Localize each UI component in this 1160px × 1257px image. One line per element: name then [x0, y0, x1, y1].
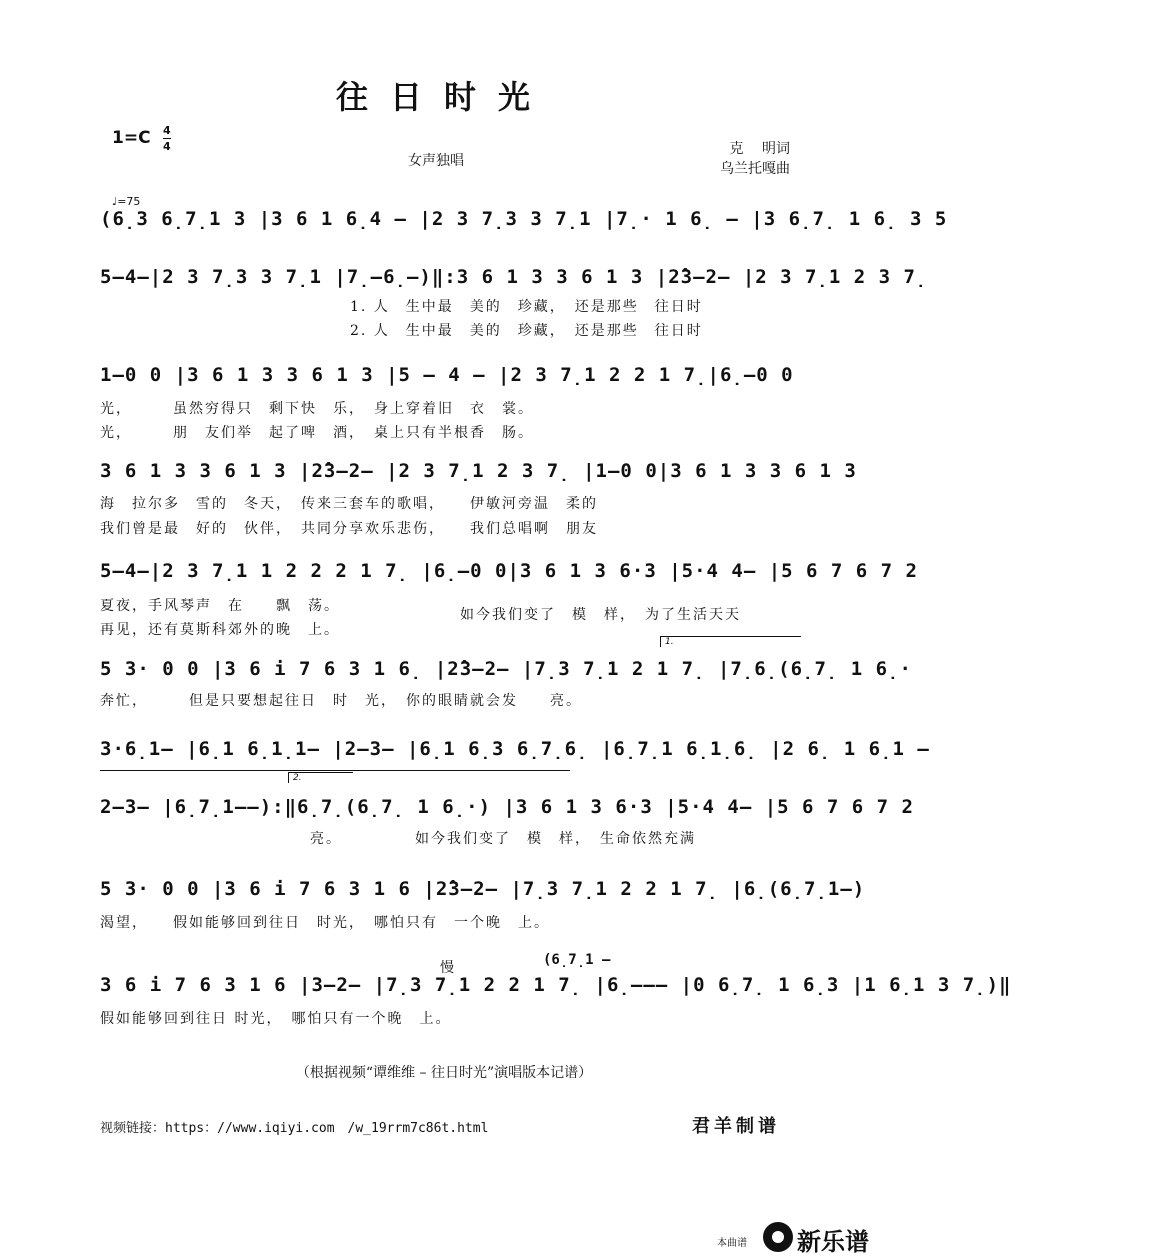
vinyl-disc-icon [763, 1222, 793, 1252]
fermata-group: (6̣7̣1 – [543, 952, 611, 968]
lyric-line-2b: 光， 朋 友们举 起了啤 酒， 桌上只有半根香 肠。 [100, 425, 534, 441]
music-line-3: 1–0 0 |3 6 1 3 3 6 1 3 |5 – 4 – |2 3 7̣1 2 2 1 7̣|6̣–0 0 [100, 364, 794, 386]
lyric-line-6: 亮。 如今我们变了 模 样， 生命依然充满 [310, 831, 696, 847]
music-line-5: 5–4–|2 3 7̣1 1 2 2 2 1 7̣ |6̣–0 0|3 6 1 3 6·3 |5·4 4– |5 6 7 6 7 2 [100, 560, 918, 582]
music-line-6: 5 3· 0 0 |3 6 i 7 6 3 1 6̣ |2̂3–2– |7̣3 7̣1 2 1 7̣ |7̣6̣(6̣7̣ 1 6̣· [100, 658, 912, 680]
slow-mark: 慢 [440, 960, 454, 976]
watermark-brand: 新乐谱 [797, 1228, 869, 1256]
lyric-line-4a: 夏夜，手风琴声 在 飘 荡。 [100, 598, 340, 614]
tempo-mark: ♩=75 [112, 195, 141, 208]
music-line-9: 5 3· 0 0 |3 6 i 7 6 3 1 6 |2̂3–2– |7̣3 7̣1 2 2 1 7̣ |6̣(6̣7̣1–) [100, 878, 866, 900]
music-line-8: 2–3– |6̣7̣1––):‖6̣7̣(6̣7̣ 1 6̣·) |3 6 1 3 6·3 |5·4 4– |5 6 7 6 7 2 [100, 796, 914, 818]
time-signature-top: 4 [163, 124, 171, 137]
time-signature [163, 124, 171, 153]
song-title: 往日时光 [335, 78, 552, 116]
music-line-10: 3 6 i 7 6 3 1 6 |3–2– |7̣3 7̣1 2 2 1 7̣ |6̣––– |0 6̣7̣ 1 6̣3 |1 6̣1 3 7̣)‖ [100, 974, 1012, 996]
lyric-line-3a: 海 拉尔多 雪的 冬天， 传来三套车的歌唱， 伊敏河旁温 柔的 [100, 496, 598, 512]
performance-type: 女声独唱 [408, 153, 464, 169]
composer-credit: 乌兰托嘎曲 [720, 161, 790, 177]
lyric-line-3b: 我们曾是最 好的 伙伴， 共同分享欢乐悲伤， 我们总唱啊 朋友 [100, 521, 598, 537]
lyric-line-5: 奔忙， 但是只要想起往日 时 光， 你的眼睛就会发 亮。 [100, 693, 582, 709]
lyric-line-1a: 1. 人 生中最 美的 珍藏， 还是那些 往日时 [350, 299, 703, 315]
time-signature-bar [163, 138, 171, 139]
music-line-2: 5–4–|2 3 7̣3 3 7̣1 |7̣–6̣–)‖:3 6 1 3 3 6 1 3 |2̂3–2– |2 3 7̣1 2 3 7̣ [100, 266, 928, 288]
music-line-4: 3 6 1 3 3 6 1 3 |2̂3–2– |2 3 7̣1 2 3 7̣ |1–0 0|3 6 1 3 3 6 1 3 [100, 460, 857, 482]
lyric-line-7: 渴望， 假如能够回到往日 时光， 哪怕只有 一个晚 上。 [100, 915, 550, 931]
music-line-7: 3·6̣1– |6̣1 6̣1̣1– |2–3– |6̣1 6̣3 6̣7̣6̣ |6̣7̣1 6̣1̣6̣ |2 6̣ 1 6̣1 – [100, 738, 930, 760]
lyricist-credit: 克 明词 [729, 141, 790, 157]
lyric-line-1b: 2. 人 生中最 美的 珍藏， 还是那些 往日时 [350, 323, 703, 339]
volta-2-bracket [288, 772, 353, 783]
lyric-line-4b: 再见，还有莫斯科郊外的晚 上。 [100, 622, 340, 638]
source-note: （根据视频“谭维维 – 往日时光”演唱版本记谱） [295, 1065, 593, 1081]
lyric-line-4-right: 如今我们变了 模 样， 为了生活天天 [460, 607, 741, 623]
volta-2-label: 2. [293, 773, 302, 783]
lyric-line-8: 假如能够回到往日 时光， 哪怕只有一个晚 上。 [100, 1011, 452, 1027]
volta-1-end-line [100, 770, 570, 771]
lyric-line-2a: 光， 虽然穷得只 剩下快 乐， 身上穿着旧 衣 裳。 [100, 401, 534, 417]
music-line-1: (6̣3 6̣7̣1 3 |3 6 1 6̣4 – |2 3 7̣3 3 7̣1 |7̣· 1 6̣ – |3 6̣7̣ 1 6̣ 3 5 [100, 208, 948, 230]
arranger-signature: 君羊制谱 [692, 1116, 780, 1137]
key-signature: 1=C [112, 128, 151, 148]
video-link: 视频链接：https：//www.iqiyi.com /w_19rrm7c86t.html [100, 1121, 489, 1136]
time-signature-bottom: 4 [163, 140, 171, 153]
volta-1-bracket [660, 636, 801, 647]
watermark-label: 本曲谱 [717, 1238, 747, 1249]
volta-1-label: 1. [665, 637, 674, 647]
